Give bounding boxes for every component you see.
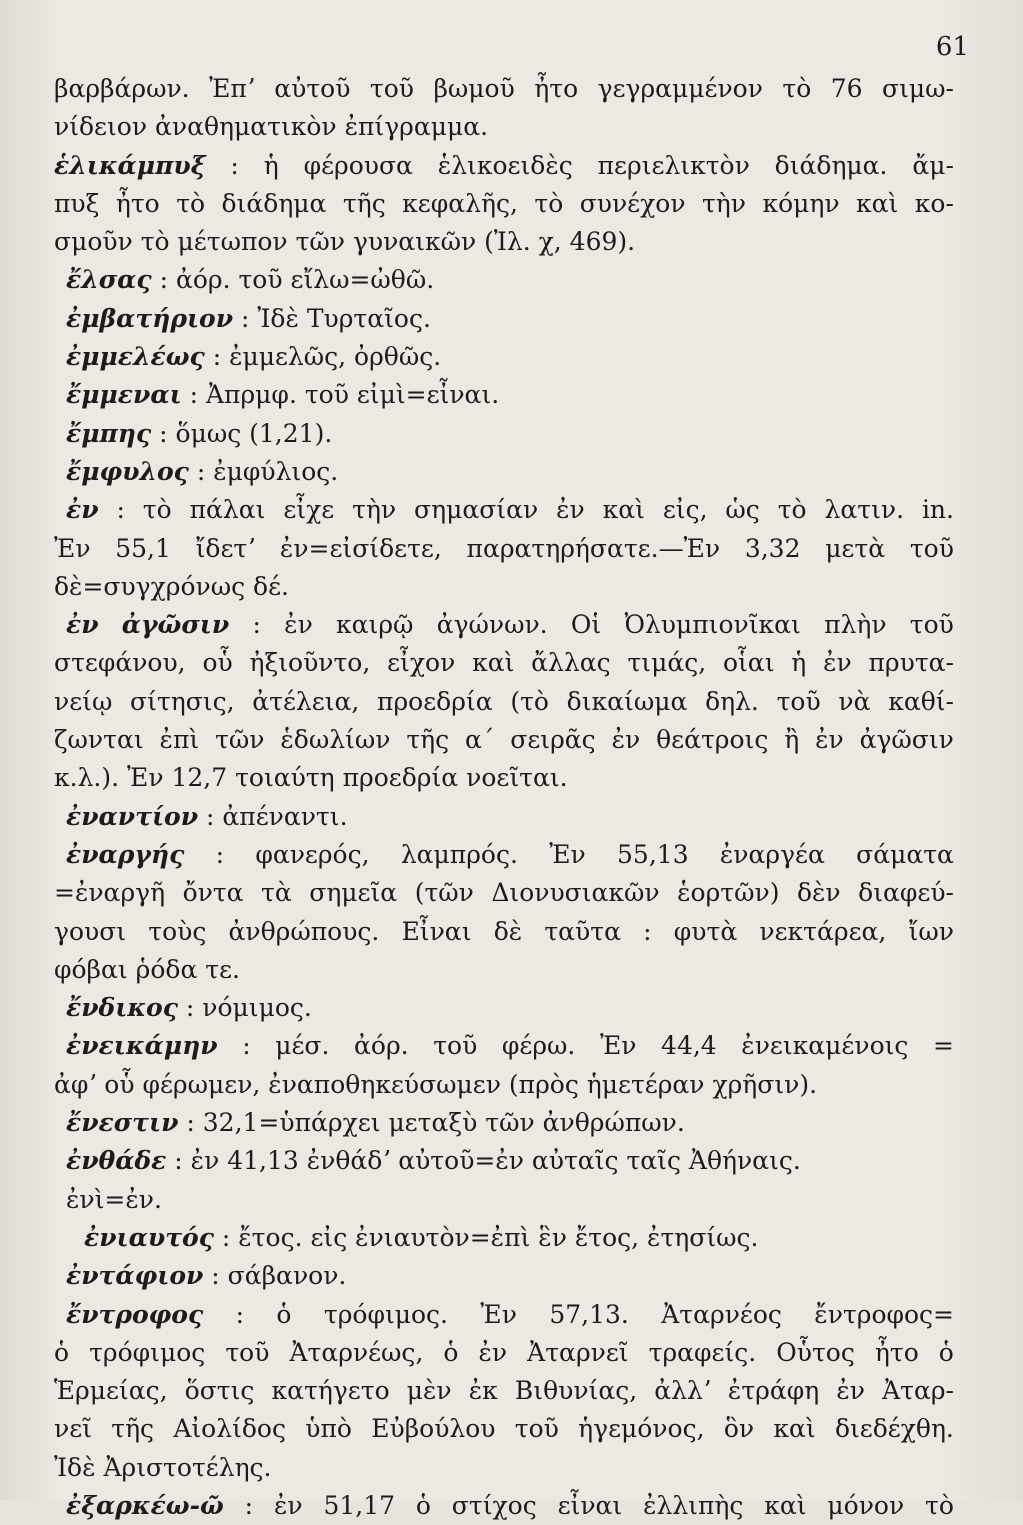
- entry-line: ἔμφυλος : ἐμφύλιος.: [66, 456, 339, 486]
- headword: ἔλσας: [66, 265, 152, 295]
- entry-line: [54, 606, 954, 644]
- word: μόνον: [827, 1490, 905, 1520]
- word: βωμοῦ: [433, 74, 515, 103]
- text-line: νίδειον ἀναθηματικὸν ἐπίγραμμα.: [54, 112, 489, 142]
- word: κεφαλῆς,: [402, 188, 518, 218]
- word: ἐκ: [468, 1376, 498, 1406]
- word: :: [215, 839, 225, 869]
- word: Βιθυνίας,: [514, 1376, 638, 1406]
- entry-line: ἐνιαυτός : ἔτος. εἰς ἐνιαυτὸν=ἐπὶ ἓν ἔτος, ἐτησίως.: [84, 1222, 759, 1252]
- word: (τὸ: [510, 686, 549, 716]
- word: οὗ: [202, 648, 233, 678]
- headword: ἐναντίον: [66, 801, 199, 831]
- word: 44,4: [661, 1031, 717, 1061]
- entry-line: [54, 1296, 954, 1334]
- word: οἷαι: [722, 648, 775, 678]
- text-line: [54, 70, 954, 108]
- text-line: κ.λ.). Ἐν 12,7 τοιαύτη προεδρία νοεῖται.: [54, 763, 568, 793]
- word: ὡς: [725, 495, 760, 525]
- entry-line: ἐνθάδε : ἐν 41,13 ἐνθάδʼ αὐτοῦ=ἐν αὐταῖς ταῖς Ἀθήναις.: [66, 1146, 801, 1176]
- text-line: [54, 185, 954, 223]
- word: ἐναργέα: [719, 839, 825, 869]
- word: ἠξιοῦντο,: [249, 648, 371, 678]
- word: ὄντα: [182, 878, 244, 908]
- word: ἀνθρώπους.: [228, 916, 380, 946]
- word: Ἀταρνεῖ: [527, 1337, 629, 1367]
- word: ἐν=εἰσίδετε,: [279, 533, 442, 563]
- word: Ἀταρνέως,: [289, 1337, 424, 1367]
- word: τῆς: [111, 1414, 155, 1444]
- word: :: [252, 610, 261, 640]
- headword: ἔμπης: [66, 418, 152, 448]
- word: σειρᾶς: [510, 725, 596, 755]
- word: ἡ: [263, 150, 279, 180]
- word: διεδέχθη.: [834, 1414, 954, 1444]
- entry-line: ἐμμελέως : ἐμμελῶς, ὀρθῶς.: [66, 342, 442, 372]
- entry-line: ἔνεστιν : 32,1=ὑπάρχει μεταξὺ τῶν ἀνθρώπων.: [66, 1108, 685, 1138]
- word: ὃν: [723, 1414, 755, 1444]
- entry-line: ἐμβατήριον : Ἰδὲ Τυρταῖος.: [66, 303, 431, 333]
- text-line: δὲ=συγχρόνως δέ.: [54, 571, 289, 601]
- entry-line: [54, 1487, 954, 1525]
- word: Ἑρμείας,: [54, 1376, 168, 1406]
- word: τραφείς.: [648, 1337, 757, 1367]
- entry-line: ἐναντίον : ἀπέναντι.: [66, 801, 348, 831]
- word: ἄλλας: [531, 648, 611, 678]
- word: 55,13: [617, 839, 689, 869]
- word: διάδημα: [221, 188, 327, 218]
- word: τοῦ: [514, 1414, 559, 1444]
- word: τοῦ: [369, 74, 414, 103]
- word: ἐν: [66, 495, 99, 525]
- word: πάλαι: [189, 495, 266, 525]
- word: ἑορτῶν): [677, 878, 780, 908]
- word: καὶ: [856, 188, 899, 218]
- word: ἐν: [836, 1376, 865, 1406]
- headword: ἔνδικος: [66, 993, 178, 1023]
- word: in.: [921, 495, 954, 525]
- word: :: [230, 150, 239, 180]
- page-number: 61: [935, 32, 969, 62]
- word: ὅστις: [184, 1376, 255, 1406]
- word: ἡγεμόνος,: [578, 1414, 705, 1444]
- text-line: [54, 683, 954, 721]
- word: στίχος: [451, 1490, 537, 1520]
- word: εἶχον: [387, 648, 456, 678]
- word: εἶναι: [557, 1490, 623, 1520]
- word: δηλ.: [705, 686, 759, 716]
- entry-line: [54, 836, 954, 874]
- word: διάδημα.: [774, 150, 888, 180]
- headword: ἐμμελέως: [66, 342, 205, 372]
- word: μὲν: [406, 1376, 452, 1406]
- text-line: φόβαι ῥόδα τε.: [54, 954, 240, 984]
- word: τὰ: [261, 878, 292, 908]
- word: τὸ: [534, 188, 564, 218]
- word: 3,32: [744, 533, 801, 563]
- word: περιελικτὸν: [597, 150, 750, 180]
- word: ἐνεικάμην: [66, 1031, 218, 1061]
- word: πρυτα-: [868, 648, 954, 678]
- word: Εὐβούλου: [371, 1414, 496, 1444]
- text-line: [54, 1410, 954, 1448]
- text-line: [54, 530, 954, 568]
- word: Οὗτος: [776, 1337, 855, 1367]
- word: ἐτράφη: [727, 1376, 820, 1406]
- word: τὸ: [142, 495, 172, 525]
- entry-line: [54, 1027, 954, 1065]
- word: λαμπρός.: [400, 839, 518, 869]
- word: σιμω-: [882, 74, 954, 103]
- word: φυτὰ: [673, 916, 738, 946]
- entry-line: ἔμμεναι : Ἀπρμφ. τοῦ εἰμὶ=εἶναι.: [66, 380, 500, 410]
- word: καιρῷ: [336, 610, 414, 640]
- word: ἄμ-: [912, 150, 954, 180]
- entry-line: [54, 147, 954, 185]
- word: εἰς,: [662, 495, 708, 525]
- text-line: [54, 721, 954, 759]
- word: 76: [830, 74, 863, 103]
- word: ἐνεικαμένοις: [741, 1031, 909, 1061]
- word: α΄: [465, 725, 495, 755]
- word: νὰ: [838, 686, 871, 716]
- word: τιμάς,: [627, 648, 707, 678]
- word: προεδρία: [377, 686, 493, 716]
- word: 57,13.: [549, 1299, 629, 1329]
- word: Εἶναι: [401, 916, 472, 946]
- word: τὸ: [925, 1490, 954, 1520]
- word: Ἀταρνέος: [661, 1299, 782, 1329]
- word: καὶ: [764, 1490, 807, 1520]
- word: ἀλλʼ: [654, 1376, 711, 1406]
- word: ἑλικοειδὲς: [437, 150, 573, 180]
- word: αὐτοῦ: [274, 74, 351, 103]
- word: ἀγῶσιν: [859, 725, 954, 755]
- word: τοὺς: [148, 916, 207, 946]
- word: πυξ: [54, 188, 100, 218]
- word: ἐν: [556, 495, 585, 525]
- word: ὁ: [443, 1337, 459, 1367]
- word: ἦτο: [534, 74, 579, 103]
- word: τῆς: [406, 725, 450, 755]
- word: Ἐν: [599, 1031, 637, 1061]
- word: καὶ: [602, 495, 645, 525]
- glossary-text: [54, 70, 954, 1525]
- word: φανερός,: [255, 839, 370, 869]
- word: 55,1: [115, 533, 171, 563]
- word: νεκτάρεα,: [759, 916, 887, 946]
- word: ἡ: [791, 648, 807, 678]
- word: κο-: [914, 188, 954, 218]
- word: Ἐπʼ: [209, 74, 255, 103]
- word: ὑπὸ: [305, 1414, 352, 1444]
- word: ἀτέλεια,: [252, 686, 360, 716]
- word: καὶ: [472, 648, 515, 678]
- word: :: [235, 1299, 245, 1329]
- entry-line: ἐνὶ=ἐν.: [66, 1184, 162, 1214]
- word: σημεῖα: [309, 878, 398, 908]
- word: Ἐν: [480, 1299, 517, 1329]
- word: νεῖ: [54, 1414, 92, 1444]
- entry-line: ἐντάφιον : σάβανον.: [66, 1261, 347, 1291]
- word: τὸ: [782, 74, 812, 103]
- word: βαρβάρων.: [54, 74, 190, 103]
- word: τὴν: [701, 188, 746, 218]
- entry-line: ἔλσας : ἀόρ. τοῦ εἴλω=ὠθῶ.: [66, 265, 435, 295]
- word: τοῦ: [776, 686, 821, 716]
- word: μετὰ: [825, 533, 886, 563]
- word: ὁ: [938, 1337, 954, 1367]
- word: τὴν: [352, 495, 397, 525]
- word: κόμην: [762, 188, 840, 218]
- headword: ἔμφυλος: [66, 456, 189, 486]
- word: ἴων: [908, 916, 954, 946]
- word: ἐν: [823, 648, 852, 678]
- word: ζωνται: [54, 725, 144, 755]
- word: καὶ: [773, 1414, 816, 1444]
- entry-line: ἔμπης : ὅμως (1,21).: [66, 418, 333, 448]
- word: =ἐναργῆ: [54, 878, 166, 908]
- word: δὲν: [796, 878, 841, 908]
- word: ἐν: [66, 610, 99, 640]
- word: τοῦ: [225, 1337, 270, 1367]
- word: γεγραμμένον: [597, 74, 763, 103]
- word: παρατηρήσατε.—Ἐν: [466, 533, 721, 563]
- text-line: [54, 913, 954, 951]
- word: τοῦ: [909, 610, 954, 640]
- word: Οἱ: [570, 610, 602, 640]
- word: τοῦ: [909, 533, 954, 563]
- headword: ἐνθάδε: [66, 1146, 167, 1176]
- text-line: σμοῦν τὸ μέτωπον τῶν γυναικῶν (Ἰλ. χ, 469).: [54, 227, 636, 257]
- word: λατιν.: [824, 495, 905, 525]
- word: ἴδετʼ: [195, 533, 256, 563]
- word: κατήγετο: [271, 1376, 390, 1406]
- text-line: [54, 644, 954, 682]
- word: ἔντροφος=: [814, 1299, 954, 1329]
- word: ὁ: [54, 1337, 70, 1367]
- word: ἀόρ.: [354, 1031, 409, 1061]
- word: τρόφιμος.: [323, 1299, 448, 1329]
- word: :: [643, 916, 652, 946]
- word: εἶχε: [283, 495, 335, 525]
- word: ἑλικάμπυξ: [54, 150, 206, 180]
- word: τὸ: [176, 188, 206, 218]
- word: ἐναργής: [66, 839, 185, 869]
- word: ἔντροφος: [66, 1299, 204, 1329]
- word: (τῶν: [414, 878, 474, 908]
- word: φέρουσα: [303, 150, 413, 180]
- word: =: [933, 1031, 954, 1061]
- text-line: [54, 874, 954, 912]
- word: σάματα: [856, 839, 954, 869]
- word: τὸ: [777, 495, 807, 525]
- word: ἐν: [611, 725, 641, 755]
- word: τῶν: [215, 725, 265, 755]
- entry-line: ἔνδικος : νόμιμος.: [66, 993, 312, 1023]
- word: πλὴν: [824, 610, 887, 640]
- word: νείῳ: [54, 686, 113, 716]
- text-line: Ἰδὲ Ἀριστοτέλης.: [54, 1452, 272, 1482]
- word: διαφεύ-: [858, 878, 954, 908]
- word: Ἐν: [549, 839, 586, 869]
- word: :: [242, 1031, 251, 1061]
- word: ἐξαρκέω-ῶ: [66, 1490, 224, 1520]
- word: καθί-: [888, 686, 954, 716]
- text-line: ἀφʼ οὗ φέρωμεν, ἐναποθηκεύσωμεν (πρὸς ἡμετέραν χρῆσιν).: [54, 1069, 818, 1099]
- text-line: [54, 1334, 954, 1372]
- word: τρόφιμος: [89, 1337, 206, 1367]
- word: ἐν: [815, 725, 844, 755]
- word: συνέχον: [579, 188, 686, 218]
- word: Ὀλυμπιονῖκαι: [624, 610, 801, 640]
- word: δικαίωμα: [566, 686, 688, 716]
- word: Αἰολίδος: [173, 1414, 286, 1444]
- word: 51,17: [323, 1490, 396, 1520]
- word: τῆς: [342, 188, 386, 218]
- word: Ἐν: [54, 533, 91, 563]
- word: φέρω.: [501, 1031, 576, 1061]
- word: ἐλλιπὴς: [643, 1490, 744, 1520]
- word: ἑδωλίων: [280, 725, 391, 755]
- word: ἦτο: [874, 1337, 919, 1367]
- word: σίτησις,: [130, 686, 235, 716]
- word: θεάτροις: [656, 725, 769, 755]
- word: δὲ: [493, 916, 523, 946]
- entry-line: [54, 491, 954, 529]
- word: ἀγώνων.: [436, 610, 548, 640]
- word: ἦτο: [115, 188, 160, 218]
- word: ἐν: [284, 610, 313, 640]
- word: σημασίαν: [414, 495, 539, 525]
- word: ὁ: [415, 1490, 431, 1520]
- word: στεφάνου,: [54, 648, 186, 678]
- word: ἐπὶ: [159, 725, 200, 755]
- word: ἐν: [273, 1490, 303, 1520]
- word: ἢ: [784, 725, 800, 755]
- word: Διονυσιακῶν: [491, 878, 660, 908]
- word: :: [116, 495, 125, 525]
- word: ἐν: [478, 1337, 508, 1367]
- headword: ἔμμεναι: [66, 380, 182, 410]
- word: μέσ.: [275, 1031, 330, 1061]
- text-line: [54, 1372, 954, 1410]
- word: ἀγῶσιν: [121, 610, 230, 640]
- word: τοῦ: [433, 1031, 478, 1061]
- word: ὁ: [276, 1299, 292, 1329]
- headword: ἐνιαυτός: [84, 1222, 214, 1252]
- headword: ἐμβατήριον: [66, 303, 234, 333]
- word: γουσι: [54, 916, 127, 946]
- headword: ἐντάφιον: [66, 1261, 204, 1291]
- word: Ἀταρ-: [882, 1376, 954, 1406]
- headword: ἔνεστιν: [66, 1108, 179, 1138]
- word: ταῦτα: [544, 916, 621, 946]
- word: :: [244, 1490, 254, 1520]
